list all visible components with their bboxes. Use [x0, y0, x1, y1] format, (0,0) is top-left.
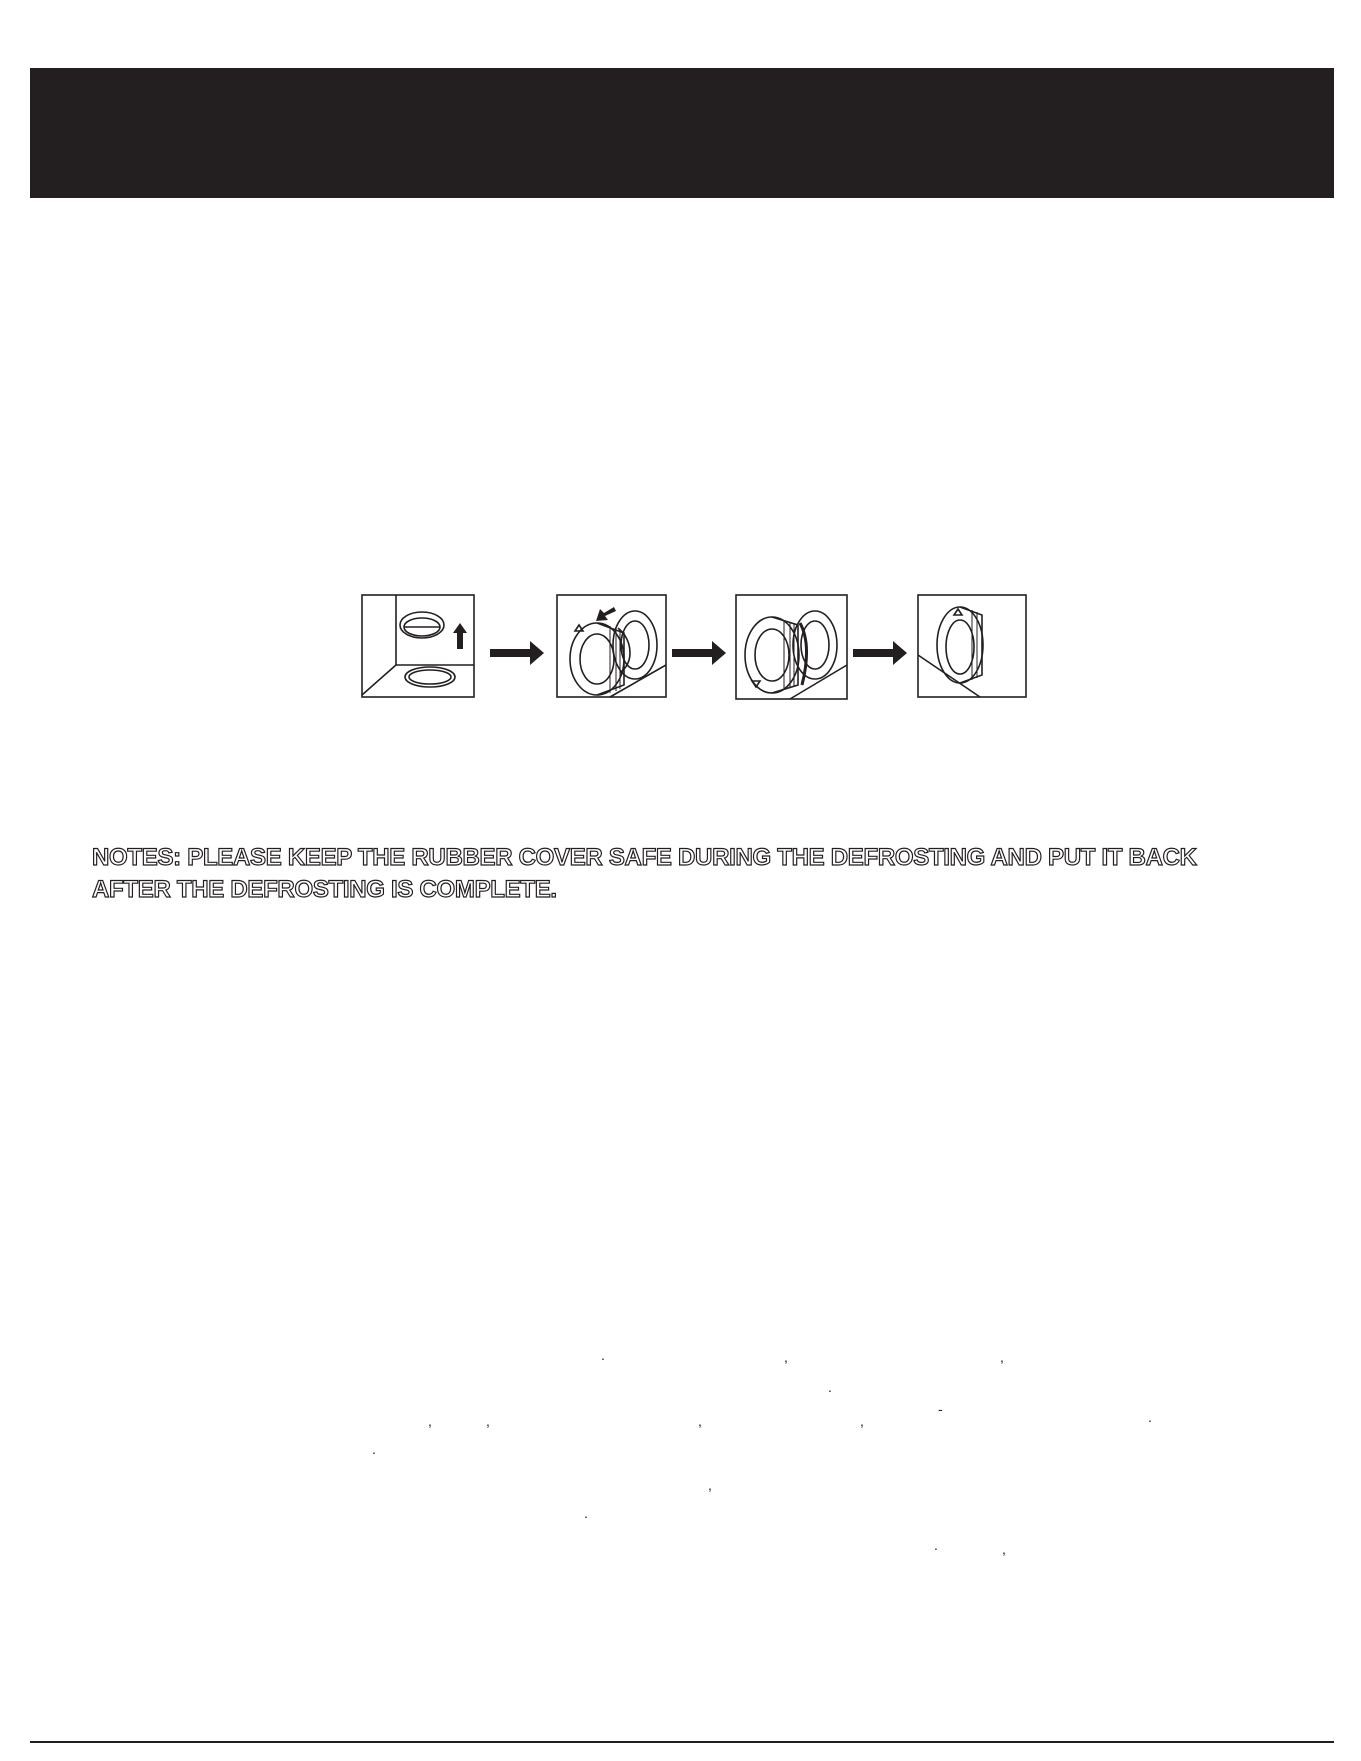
- stray-mark: ,: [1000, 1349, 1004, 1365]
- stray-mark: .: [601, 1347, 605, 1363]
- stray-mark: ,: [698, 1413, 702, 1429]
- stray-mark: .: [1148, 1409, 1152, 1425]
- defrost-drain-diagram: [360, 593, 1030, 705]
- arrow-right-icon: [490, 641, 544, 665]
- stray-mark: .: [828, 1379, 832, 1395]
- stray-mark: ,: [486, 1413, 490, 1429]
- footer-rule: [30, 1741, 1334, 1743]
- step-4-replace-drain-cap-panel: [918, 595, 1026, 697]
- notes-text: NOTES: PLEASE KEEP THE RUBBER COVER SAFE DURING THE DEFROSTING AND PUT IT BACK AFTER THE DEFROSTING IS COMPLETE.: [92, 844, 1197, 903]
- arrow-right-icon: [853, 641, 907, 665]
- stray-mark: ,: [428, 1413, 432, 1429]
- step-arrows: [490, 641, 907, 665]
- stray-mark: .: [372, 1441, 376, 1457]
- stray-mark: ,: [784, 1349, 788, 1365]
- header-bar: [30, 68, 1334, 198]
- arrow-right-icon: [672, 641, 726, 665]
- stray-mark: ,: [1002, 1541, 1006, 1557]
- stray-mark: .: [934, 1537, 938, 1553]
- stray-mark: ,: [708, 1477, 712, 1493]
- stray-mark: .: [584, 1505, 588, 1521]
- step-3-drain-water-panel: [736, 595, 847, 699]
- stray-mark: ,: [860, 1413, 864, 1429]
- stray-mark: -: [938, 1401, 943, 1417]
